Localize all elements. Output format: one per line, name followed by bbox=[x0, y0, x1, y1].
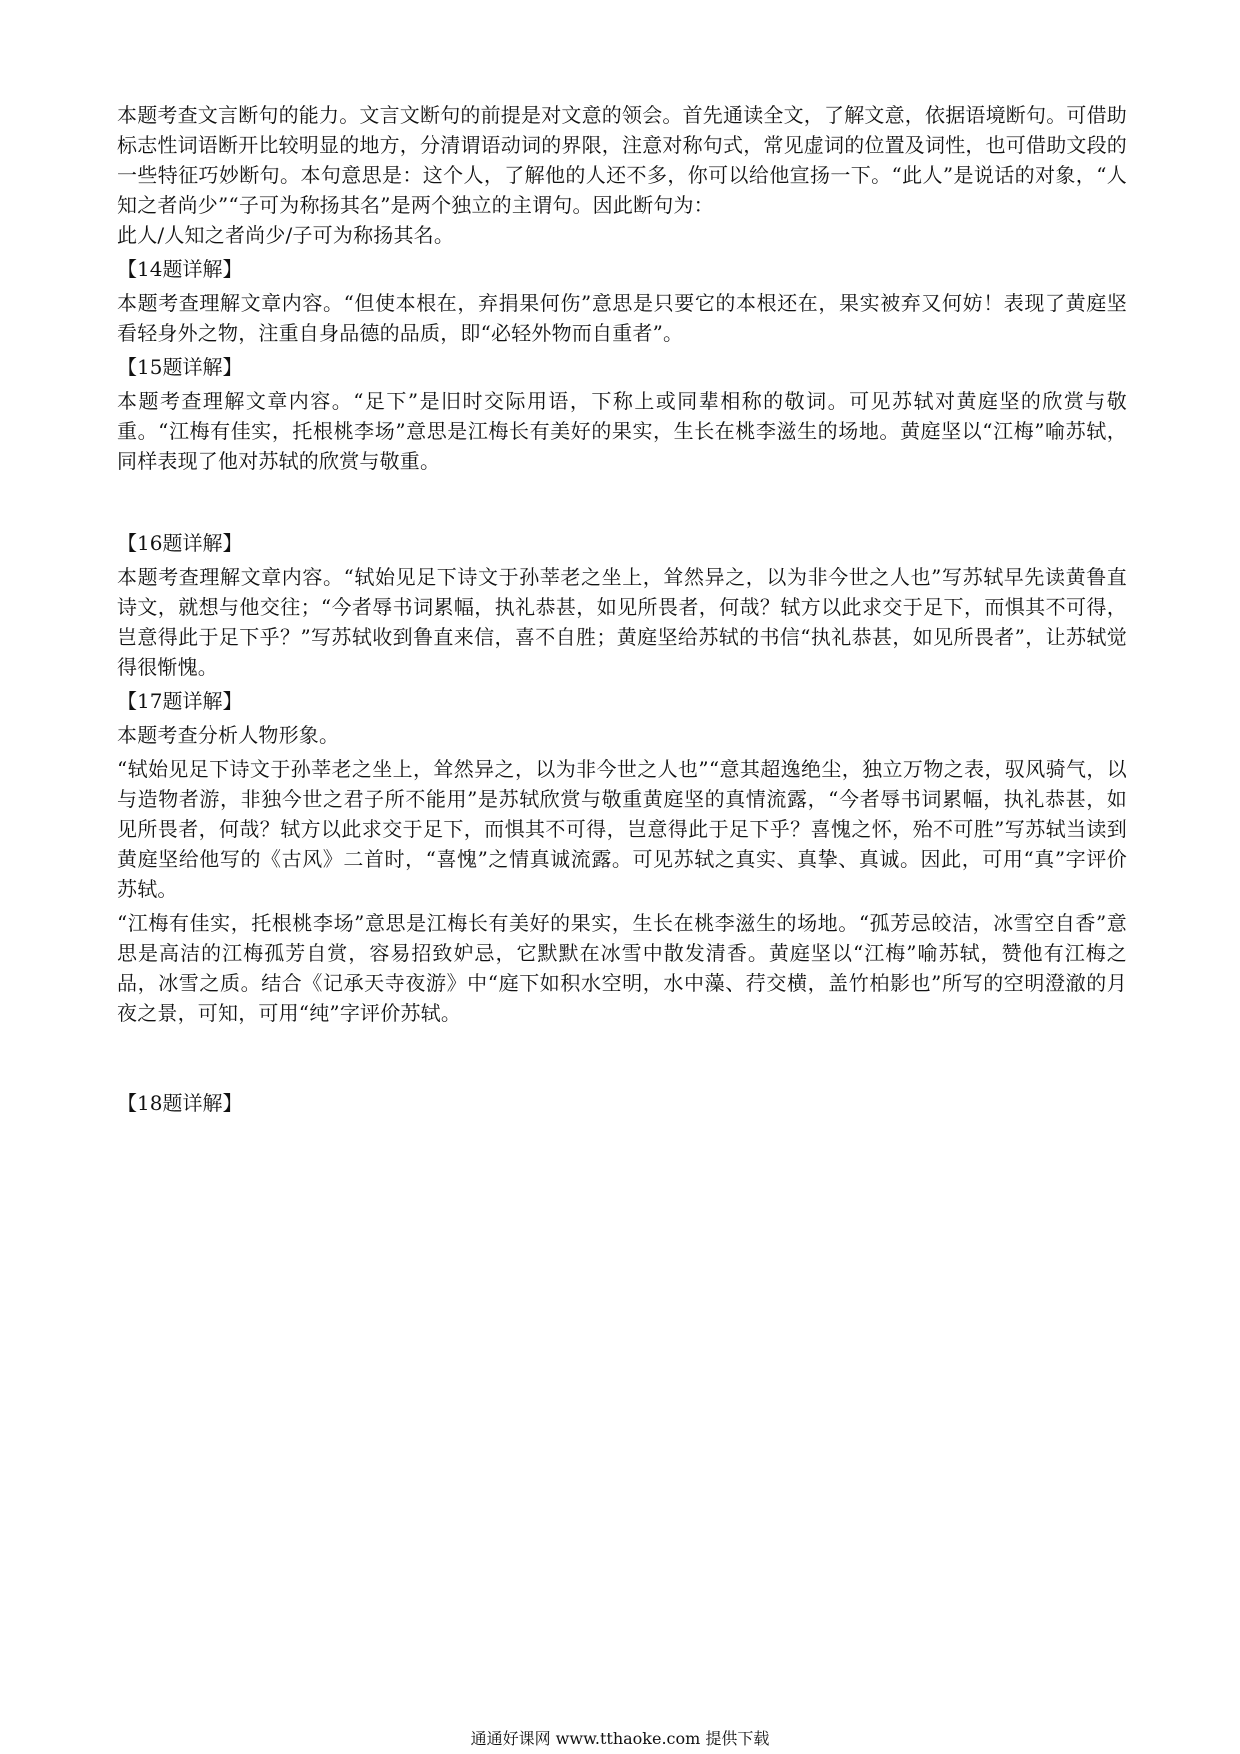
q17-paragraph-1: “轼始见足下诗文于孙莘老之坐上，耸然异之，以为非今世之人也”“意其超逸绝尘，独立万物之表，驭风骑气，以与造物者游，非独今世之君子所不能用”是苏轼欣赏与敬重黄庭坚的真情流露，“今者辱书词累幅，执礼恭甚，如见所畏者，何哉？轼方以此求交于足下，而惧其不可得，岂意得此于足下乎？喜愧之怀，殆不可胜”写苏轼当读到黄庭坚给他写的《古风》二首时，“喜愧”之情真诚流露。可见苏轼之真实、真挚、真诚。因此，可用“真”字评价苏轼。 bbox=[117, 757, 1127, 901]
q17-paragraph-2: “江梅有佳实，托根桃李场”意思是江梅长有美好的果实，生长在桃李滋生的场地。“孤芳忌皎洁，冰雪空自香”意思是高洁的江梅孤芳自赏，容易招致妒忌，它默默在冰雪中散发清香。黄庭坚以“江梅”喻苏轼，赞他有江梅之品，冰雪之质。结合《记承天寺夜游》中“庭下如积水空明，水中藻、荇交横，盖竹柏影也”所写的空明澄澈的月夜之景，可知，可用“纯”字评价苏轼。 bbox=[117, 911, 1127, 1025]
q15-heading: 【15题详解】 bbox=[117, 355, 243, 379]
q16-heading: 【16题详解】 bbox=[117, 531, 243, 555]
q17-intro: 本题考查分析人物形象。 bbox=[117, 723, 340, 747]
page-footer: 通通好课网 www.tthaoke.com 提供下载 bbox=[470, 1729, 770, 1748]
q13-explanation: 本题考查文言断句的能力。文言文断句的前提是对文意的领会。首先通读全文，了解文意，依据语境断句。可借助标志性词语断开比较明显的地方，分清谓语动词的界限，注意对称句式，常见虚词的位置及词性，也可借助文段的一些特征巧妙断句。本句意思是：这个人，了解他的人还不多，你可以给他宣扬一下。“此人”是说话的对象，“人知之者尚少”“子可为称扬其名”是两个独立的主谓句。因此断句为： bbox=[117, 103, 1127, 217]
q15-explanation: 本题考查理解文章内容。“足下”是旧时交际用语，下称上或同辈相称的敬词。可见苏轼对黄庭坚的欣赏与敬重。“江梅有佳实，托根桃李场”意思是江梅长有美好的果实，生长在桃李滋生的场地。黄庭坚以“江梅”喻苏轼，同样表现了他对苏轼的欣赏与敬重。 bbox=[117, 389, 1127, 473]
q14-heading: 【14题详解】 bbox=[117, 257, 243, 281]
page-content bbox=[117, 100, 1127, 1118]
q18-heading: 【18题详解】 bbox=[117, 1091, 243, 1115]
q16-explanation: 本题考查理解文章内容。“轼始见足下诗文于孙莘老之坐上，耸然异之，以为非今世之人也”写苏轼早先读黄鲁直诗文，就想与他交往；“今者辱书词累幅，执礼恭甚，如见所畏者，何哉？轼方以此求交于足下，而惧其不可得，岂意得此于足下乎？”写苏轼收到鲁直来信，喜不自胜；黄庭坚给苏轼的书信“执礼恭甚，如见所畏者”，让苏轼觉得很惭愧。 bbox=[117, 565, 1127, 679]
q17-heading: 【17题详解】 bbox=[117, 689, 243, 713]
q14-explanation: 本题考查理解文章内容。“但使本根在，弃捐果何伤”意思是只要它的本根还在，果实被弃又何妨！表现了黄庭坚看轻身外之物，注重自身品德的品质，即“必轻外物而自重者”。 bbox=[117, 291, 1127, 345]
q13-answer: 此人/人知之者尚少/子可为称扬其名。 bbox=[117, 223, 455, 247]
